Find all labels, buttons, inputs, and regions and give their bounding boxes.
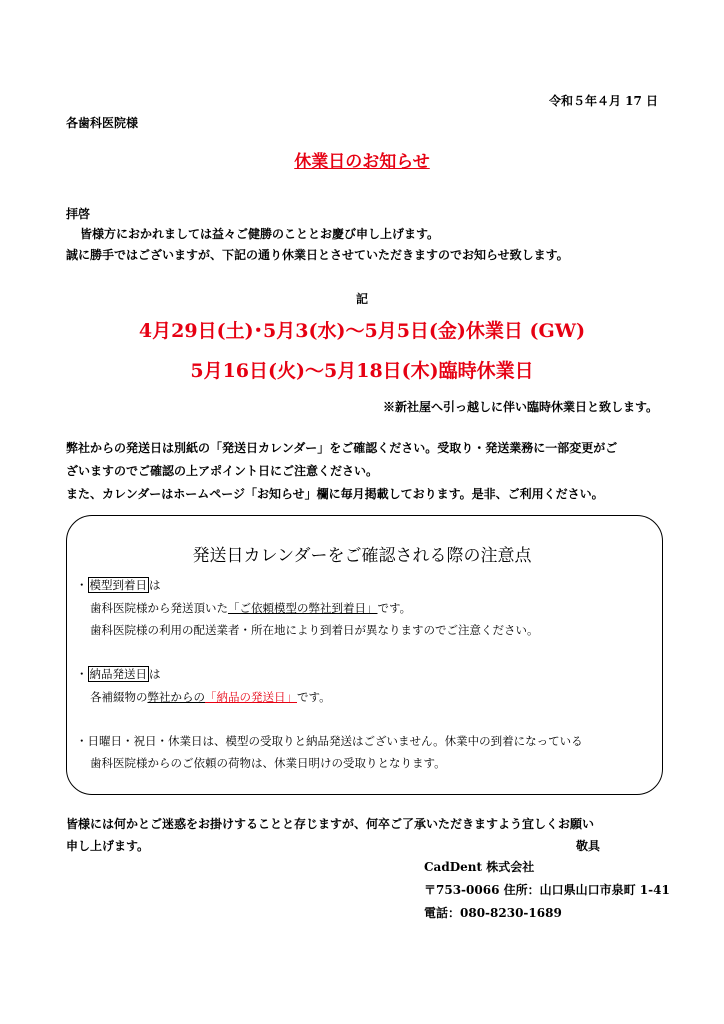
text-segment: です。 — [297, 690, 331, 704]
holiday-note: ※新社屋へ引っ越しに伴い臨時休業日と致します。 — [382, 400, 658, 414]
bullet: ・ — [76, 578, 88, 592]
document-title: 休業日のお知らせ — [294, 152, 430, 172]
document-date: 令和５年４月 17 日 — [548, 94, 658, 108]
paragraph-line: ざいますのでご確認の上アポイント日にご注意ください。 — [66, 464, 379, 478]
notice-item-holidays: ・日曜日・祝日・休業日は、模型の受取りと納品発送はございません。休業中の到着になっている — [76, 734, 583, 748]
text-segment: 歯科医院様から発送頂いた — [90, 601, 228, 615]
quoted-term: 「納品の発送日」 — [205, 690, 297, 704]
notice-item-line — [90, 689, 331, 705]
paragraph-line: 弊社からの発送日は別紙の「発送日カレンダー」をご確認ください。受取り・発送業務に一部変更がご — [66, 441, 618, 455]
paragraph-line: また、カレンダーはホームページ「お知らせ」欄に毎月掲載しております。是非、ご利用ください。 — [66, 487, 604, 501]
text-segment: です。 — [377, 601, 412, 615]
bullet: ・ — [76, 667, 88, 681]
notice-item-line — [90, 600, 411, 616]
holiday-line-temporary: 5月16日(火)～5月18日(木)臨時休業日 — [190, 360, 534, 382]
closing-sign: 敬具 — [576, 839, 601, 853]
holiday-line-gw: 4月29日(土)･5月3(水)～5月5日(金)休業日 (GW) — [138, 320, 586, 342]
company-tel: 電話：080-8230-1689 — [424, 906, 562, 920]
closing-line: 皆様には何かとご迷惑をお掛けすることと存じますが、何卒ご了承いただきますよう宜しくお願い — [66, 817, 595, 831]
company-name: CadDent 株式会社 — [424, 860, 535, 874]
quoted-term: 「ご依頼模型の弊社到着日」 — [228, 601, 378, 615]
greeting-line: 皆様方におかれましては益々ご健勝のこととお慶び申し上げます。 — [80, 227, 440, 241]
term-shipping-date: 納品発送日 — [89, 667, 147, 681]
greeting-line: 誠に勝手ではございますが、下記の通り休業日とさせていただきますのでお知らせ致します。 — [66, 248, 569, 262]
closing-line: 申し上げます。 — [66, 839, 150, 853]
ki-heading: 記 — [355, 292, 368, 306]
company-address: 〒753-0066 住所：山口県山口市泉町 1-41 — [424, 883, 670, 897]
term-suffix: は — [149, 578, 161, 592]
recipient: 各歯科医院様 — [66, 116, 139, 130]
notice-item-arrival — [76, 577, 161, 593]
notice-item-line: 歯科医院様からのご依頼の荷物は、休業日明けの受取りとなります。 — [90, 756, 446, 770]
notice-item-line: 歯科医院様の利用の配送業者・所在地により到着日が異なりますのでご注意ください。 — [90, 623, 539, 637]
text-segment: 各補綴物の — [90, 690, 148, 704]
underlined-text: 弊社からの — [147, 690, 205, 704]
greeting-opening: 拝啓 — [66, 207, 91, 221]
term-arrival-date: 模型到着日 — [89, 578, 147, 592]
notice-item-shipping — [76, 666, 161, 682]
term-suffix: は — [149, 667, 161, 681]
notice-box-title: 発送日カレンダーをご確認される際の注意点 — [192, 546, 532, 566]
